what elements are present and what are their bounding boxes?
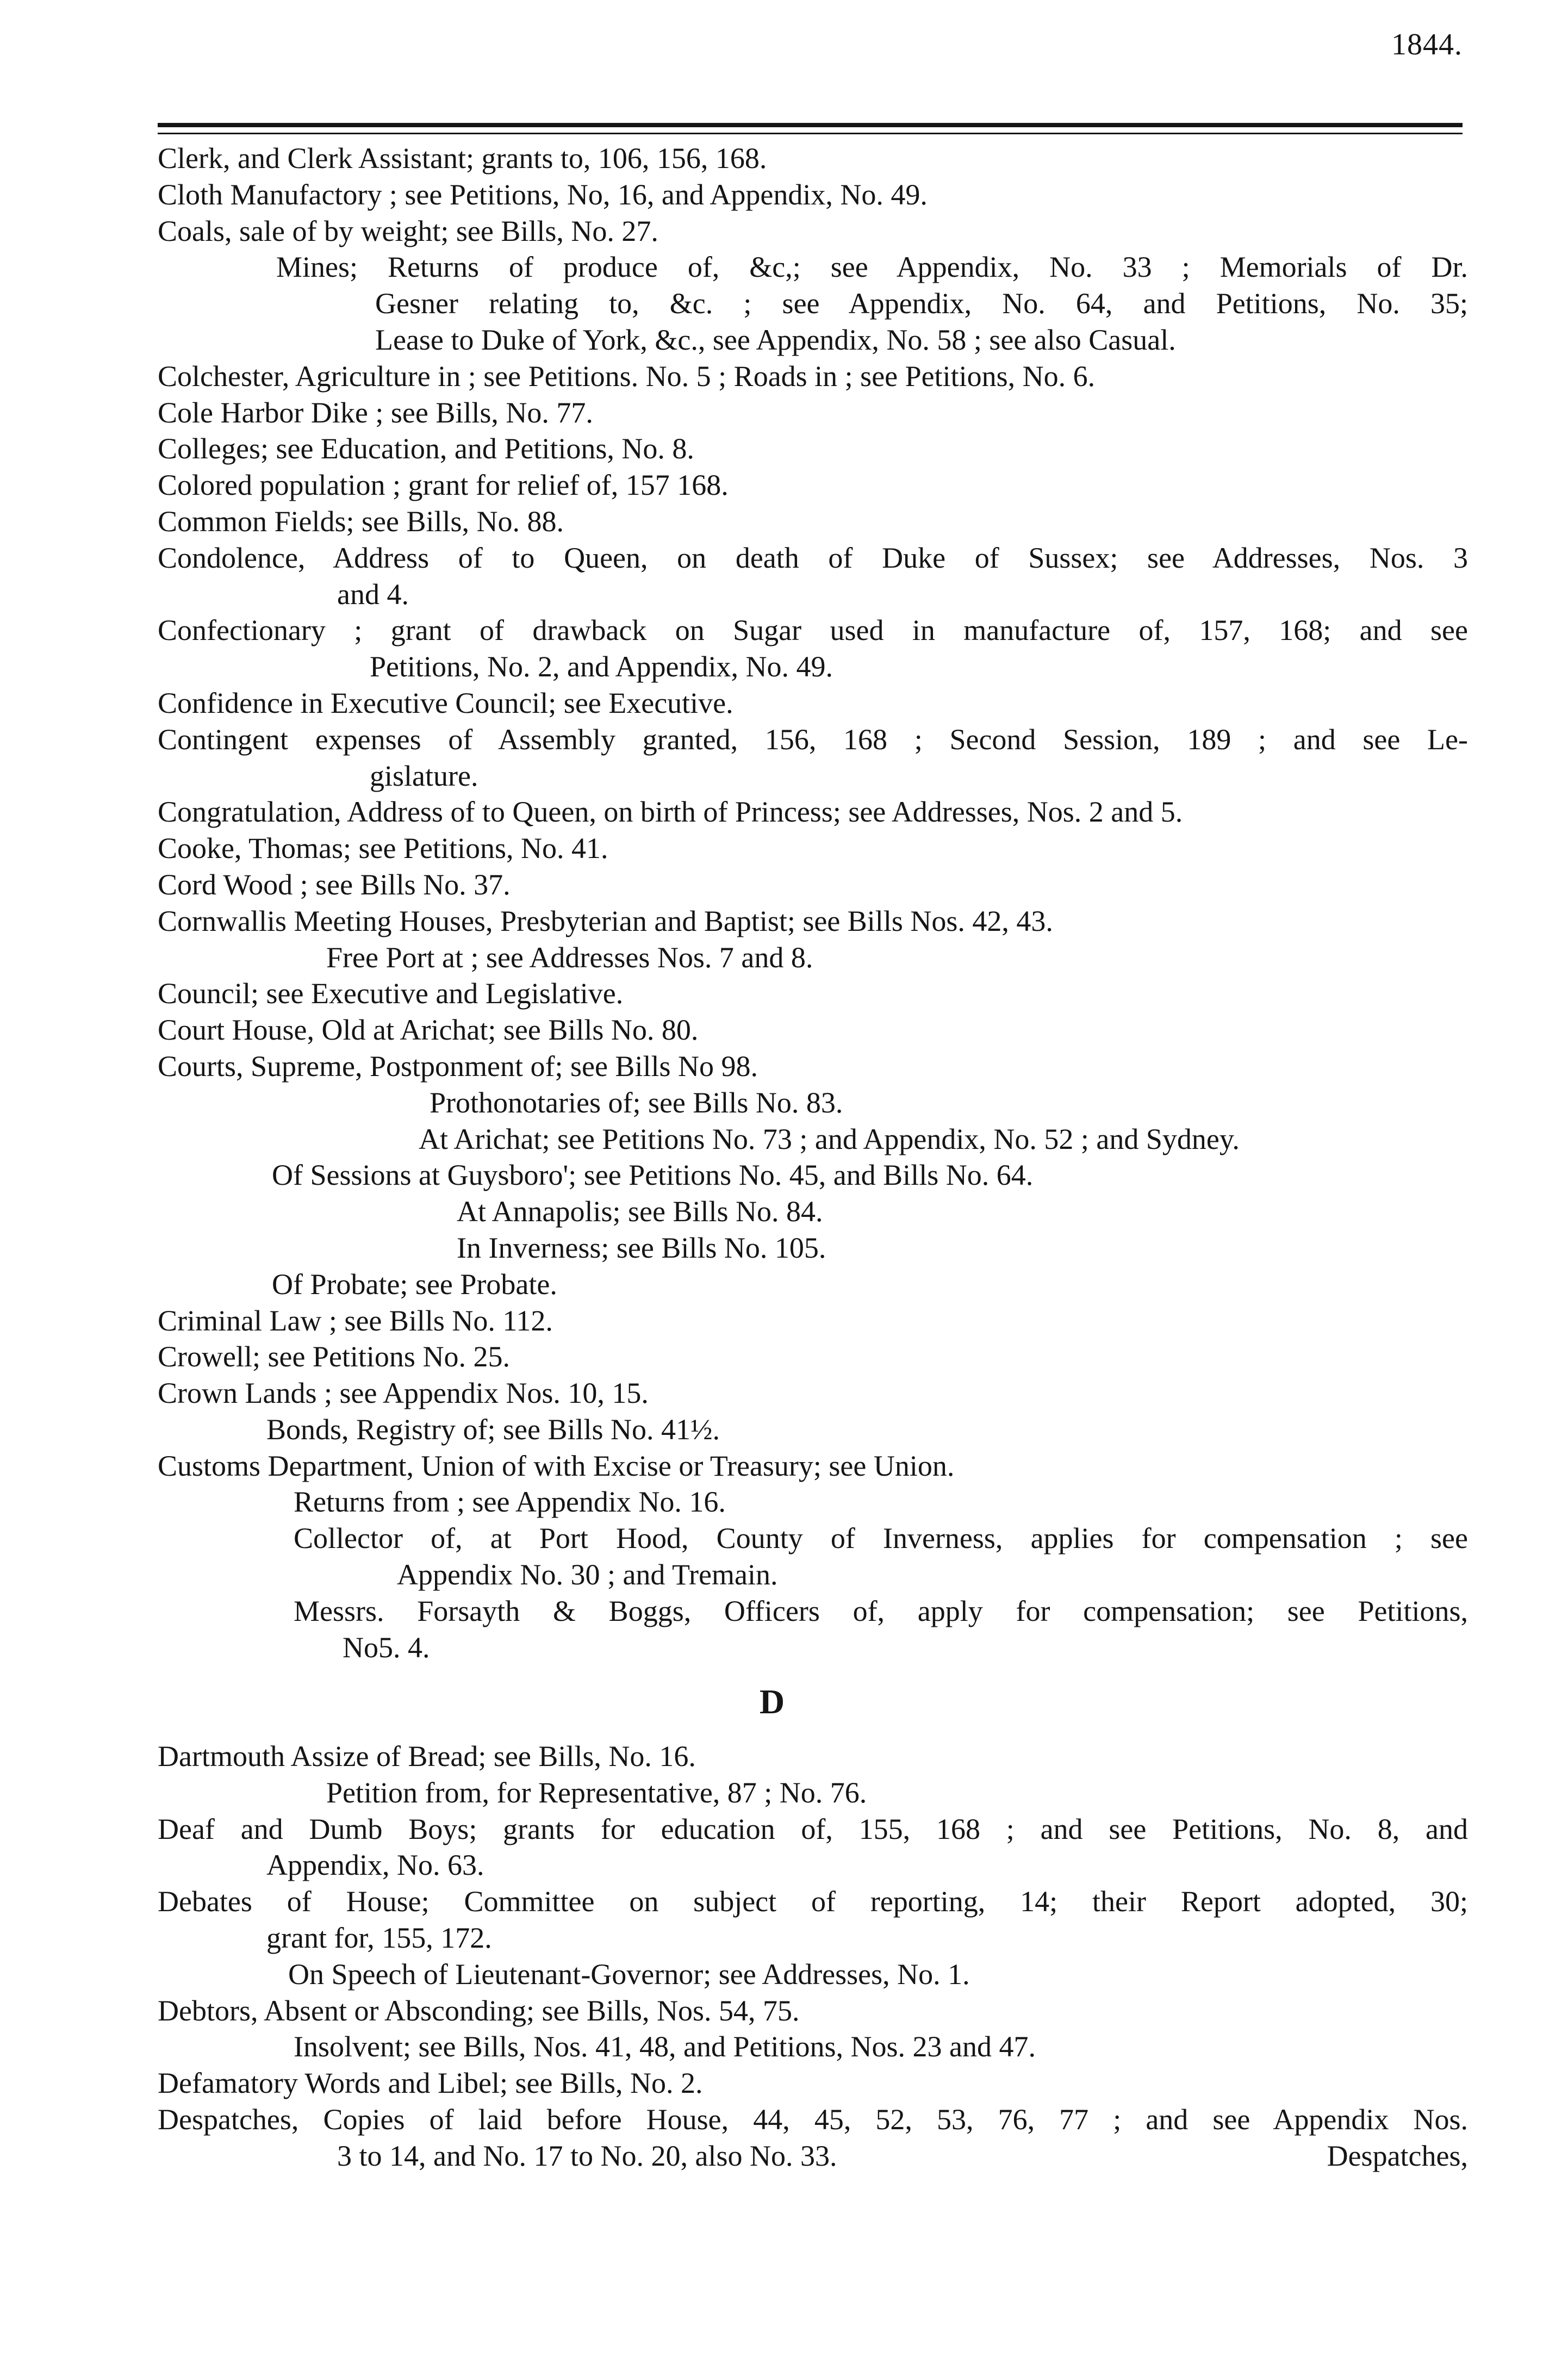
- index-entry-line: [158, 1193, 1468, 1230]
- index-entry-text: Prothonotaries of; see Bills No. 83.: [430, 1086, 843, 1119]
- index-entry-text: Courts, Supreme, Postponment of; see Bills No 98.: [158, 1049, 758, 1083]
- index-entry-text: Mines; Returns of produce of, &c,; see Appendix, No. 33 ; Memorials of Dr.: [276, 251, 1468, 284]
- index-entry-text: At Arichat; see Petitions No. 73 ; and Appendix, No. 52 ; and Sydney.: [419, 1122, 1240, 1155]
- index-entry-text: Insolvent; see Bills, Nos. 41, 48, and Petitions, Nos. 23 and 47.: [294, 2030, 1036, 2063]
- index-entry-line: [158, 685, 1468, 722]
- index-entry-text: At Annapolis; see Bills No. 84.: [457, 1195, 823, 1228]
- index-entry-line: [158, 1339, 1468, 1375]
- page-header: [158, 27, 1463, 125]
- index-entry-line: [158, 249, 1468, 285]
- index-entry-text: Council; see Executive and Legislative.: [158, 977, 624, 1010]
- index-entry-text: Petitions, No. 2, and Appendix, No. 49.: [370, 650, 833, 683]
- index-entry-line: [158, 140, 1468, 177]
- index-entry-text: Cloth Manufactory ; see Petitions, No, 16, and Appendix, No. 49.: [158, 178, 928, 211]
- index-entry-text: Deaf and Dumb Boys; grants for education of, 155, 168 ; and see Petitions, No. 8, and: [158, 1812, 1468, 1845]
- index-entry-text: Petition from, for Representative, 87 ; No. 76.: [326, 1776, 867, 1809]
- index-entry-line: [158, 1266, 1468, 1303]
- index-entry-text: On Speech of Lieutenant-Governor; see Addresses, No. 1.: [288, 1957, 970, 1991]
- index-entry-line: [158, 1448, 1468, 1484]
- index-entry-text: Returns from ; see Appendix No. 16.: [294, 1485, 726, 1519]
- index-entry-line: [158, 1230, 1468, 1266]
- index-entry-text: Free Port at ; see Addresses Nos. 7 and 8.: [326, 941, 813, 974]
- header-rule-thin: [158, 133, 1463, 134]
- index-entry-text: Debates of House; Committee on subject of reporting, 14; their Report adopted, 30;: [158, 1885, 1468, 1918]
- index-entry-text: Colleges; see Education, and Petitions, No. 8.: [158, 432, 694, 465]
- index-entry-text: Gesner relating to, &c. ; see Appendix, No. 64, and Petitions, No. 35;: [375, 287, 1468, 320]
- index-entry-text: Colored population ; grant for relief of, 157 168.: [158, 469, 729, 502]
- index-entry-line: [158, 2029, 1468, 2065]
- index-entry-text: Messrs. Forsayth & Boggs, Officers of, apply for compensation; see Petitions,: [294, 1594, 1468, 1627]
- index-entry-text: Criminal Law ; see Bills No. 112.: [158, 1304, 553, 1337]
- index-entry-line: [158, 1121, 1468, 1158]
- index-entry-line: [158, 1303, 1468, 1339]
- header-rule-thick: [158, 123, 1463, 127]
- index-entry-line: [158, 358, 1468, 395]
- catchword: Despatches,: [1327, 2139, 1468, 2172]
- index-entry-line: [158, 903, 1468, 940]
- index-entry-line: [158, 1920, 1468, 1956]
- index-entry-text: In Inverness; see Bills No. 105.: [457, 1231, 826, 1264]
- index-entry-text: Cord Wood ; see Bills No. 37.: [158, 868, 511, 901]
- index-entry-line: [158, 758, 1468, 794]
- index-entry-line: [158, 1012, 1468, 1048]
- index-entry-text: Congratulation, Address of to Queen, on birth of Princess; see Addresses, Nos. 2 and 5.: [158, 795, 1183, 829]
- index-entry-line: [158, 503, 1468, 540]
- index-entry-line: [158, 1157, 1468, 1193]
- index-entry-line: [158, 2138, 1468, 2174]
- index-entry-text: Despatches, Copies of laid before House, 44, 45, 52, 53, 76, 77 ; and see Appendix Nos.: [158, 2103, 1468, 2136]
- index-entry-text: Common Fields; see Bills, No. 88.: [158, 505, 564, 538]
- index-entry-text: Dartmouth Assize of Bread; see Bills, No. 16.: [158, 1740, 696, 1773]
- index-entry-line: [158, 722, 1468, 758]
- index-entry-line: [158, 213, 1468, 250]
- index-entry-line: [158, 2102, 1468, 2138]
- index-entry-text: Of Probate; see Probate.: [272, 1267, 557, 1301]
- index-entry-line: [158, 1085, 1468, 1121]
- index-entry-text: Lease to Duke of York, &c., see Appendix, No. 58 ; see also Casual.: [375, 323, 1176, 356]
- index-entry-text: Of Sessions at Guysboro'; see Petitions No. 45, and Bills No. 64.: [272, 1159, 1034, 1192]
- index-entry-text: Defamatory Words and Libel; see Bills, No. 2.: [158, 2067, 703, 2100]
- index-entry-text: Colchester, Agriculture in ; see Petitions. No. 5 ; Roads in ; see Petitions, No. 6.: [158, 359, 1096, 393]
- index-entry-line: [158, 794, 1468, 830]
- index-body: [158, 140, 1468, 2261]
- page-year: 1844.: [1391, 28, 1463, 61]
- index-entry-text: and 4.: [337, 577, 409, 611]
- index-entry-text: Condolence, Address of to Queen, on death of Duke of Sussex; see Addresses, Nos. 3: [158, 541, 1468, 574]
- index-entry-text: 3 to 14, and No. 17 to No. 20, also No. 33.: [337, 2139, 837, 2172]
- index-entry-line: [158, 467, 1468, 503]
- index-entry-text: Confectionary ; grant of drawback on Sugar used in manufacture of, 157, 168; and see: [158, 614, 1468, 647]
- index-entry-text: Collector of, at Port Hood, County of Inverness, applies for compensation ; see: [294, 1522, 1468, 1555]
- index-entry-line: [158, 285, 1468, 322]
- index-entry-line: [158, 1993, 1468, 2029]
- index-entry-line: [158, 322, 1468, 358]
- index-entry-line: [158, 1520, 1468, 1557]
- index-entry-line: [158, 1375, 1468, 1412]
- index-entry-text: Bonds, Registry of; see Bills No. 41½.: [266, 1413, 720, 1446]
- index-entry-text: Cooke, Thomas; see Petitions, No. 41.: [158, 832, 608, 865]
- index-entry-text: Coals, sale of by weight; see Bills, No. 27.: [158, 214, 658, 247]
- index-entry-line: [158, 1811, 1468, 1848]
- index-entry-text: Debtors, Absent or Absconding; see Bills, Nos. 54, 75.: [158, 1994, 800, 2027]
- index-entry-line: [158, 867, 1468, 903]
- index-entry-text: Court House, Old at Arichat; see Bills No. 80.: [158, 1014, 699, 1047]
- index-entry-line: [158, 830, 1468, 867]
- index-entry-line: [158, 1412, 1468, 1448]
- index-entry-line: [158, 1738, 1468, 1775]
- index-entry-line: [158, 1630, 1468, 1666]
- index-entry-line: [158, 1557, 1468, 1593]
- index-entry-line: [158, 1048, 1468, 1085]
- index-entry-line: [158, 2065, 1468, 2102]
- index-entry-text: Customs Department, Union of with Excise or Treasury; see Union.: [158, 1449, 955, 1482]
- index-entry-line: [158, 1847, 1468, 1883]
- index-entry-text: No5. 4.: [343, 1631, 430, 1664]
- index-entry-text: Appendix, No. 63.: [266, 1849, 484, 1882]
- index-entry-text: grant for, 155, 172.: [266, 1922, 492, 1955]
- index-entry-line: [158, 576, 1468, 613]
- index-entry-line: [158, 1593, 1468, 1630]
- index-entry-line: [158, 1484, 1468, 1520]
- index-entry-text: Cole Harbor Dike ; see Bills, No. 77.: [158, 396, 593, 429]
- index-entry-text: gislature.: [370, 759, 478, 792]
- index-entry-line: [158, 649, 1468, 685]
- index-entry-text: Confidence in Executive Council; see Executive.: [158, 686, 733, 719]
- index-entry-line: [158, 431, 1468, 467]
- index-entry-text: Cornwallis Meeting Houses, Presbyterian and Baptist; see Bills Nos. 42, 43.: [158, 904, 1053, 937]
- index-entry-text: Appendix No. 30 ; and Tremain.: [397, 1558, 778, 1591]
- section-letter: D: [759, 1682, 785, 1721]
- index-entry-text: Contingent expenses of Assembly granted, 156, 168 ; Second Session, 189 ; and see Le-: [158, 723, 1468, 756]
- index-entry-line: [158, 612, 1468, 649]
- index-entry-line: [158, 177, 1468, 213]
- index-entry-text: Clerk, and Clerk Assistant; grants to, 106, 156, 168.: [158, 142, 767, 175]
- index-entry-line: [158, 940, 1468, 976]
- index-entry-line: [158, 395, 1468, 431]
- index-entry-line: [158, 1883, 1468, 1920]
- index-entry-line: [158, 975, 1468, 1012]
- index-entry-line: [158, 1956, 1468, 1993]
- index-entry-line: [158, 1775, 1468, 1811]
- index-entry-text: Crowell; see Petitions No. 25.: [158, 1340, 510, 1373]
- index-entry-line: [158, 540, 1468, 576]
- index-entry-text: Crown Lands ; see Appendix Nos. 10, 15.: [158, 1377, 649, 1410]
